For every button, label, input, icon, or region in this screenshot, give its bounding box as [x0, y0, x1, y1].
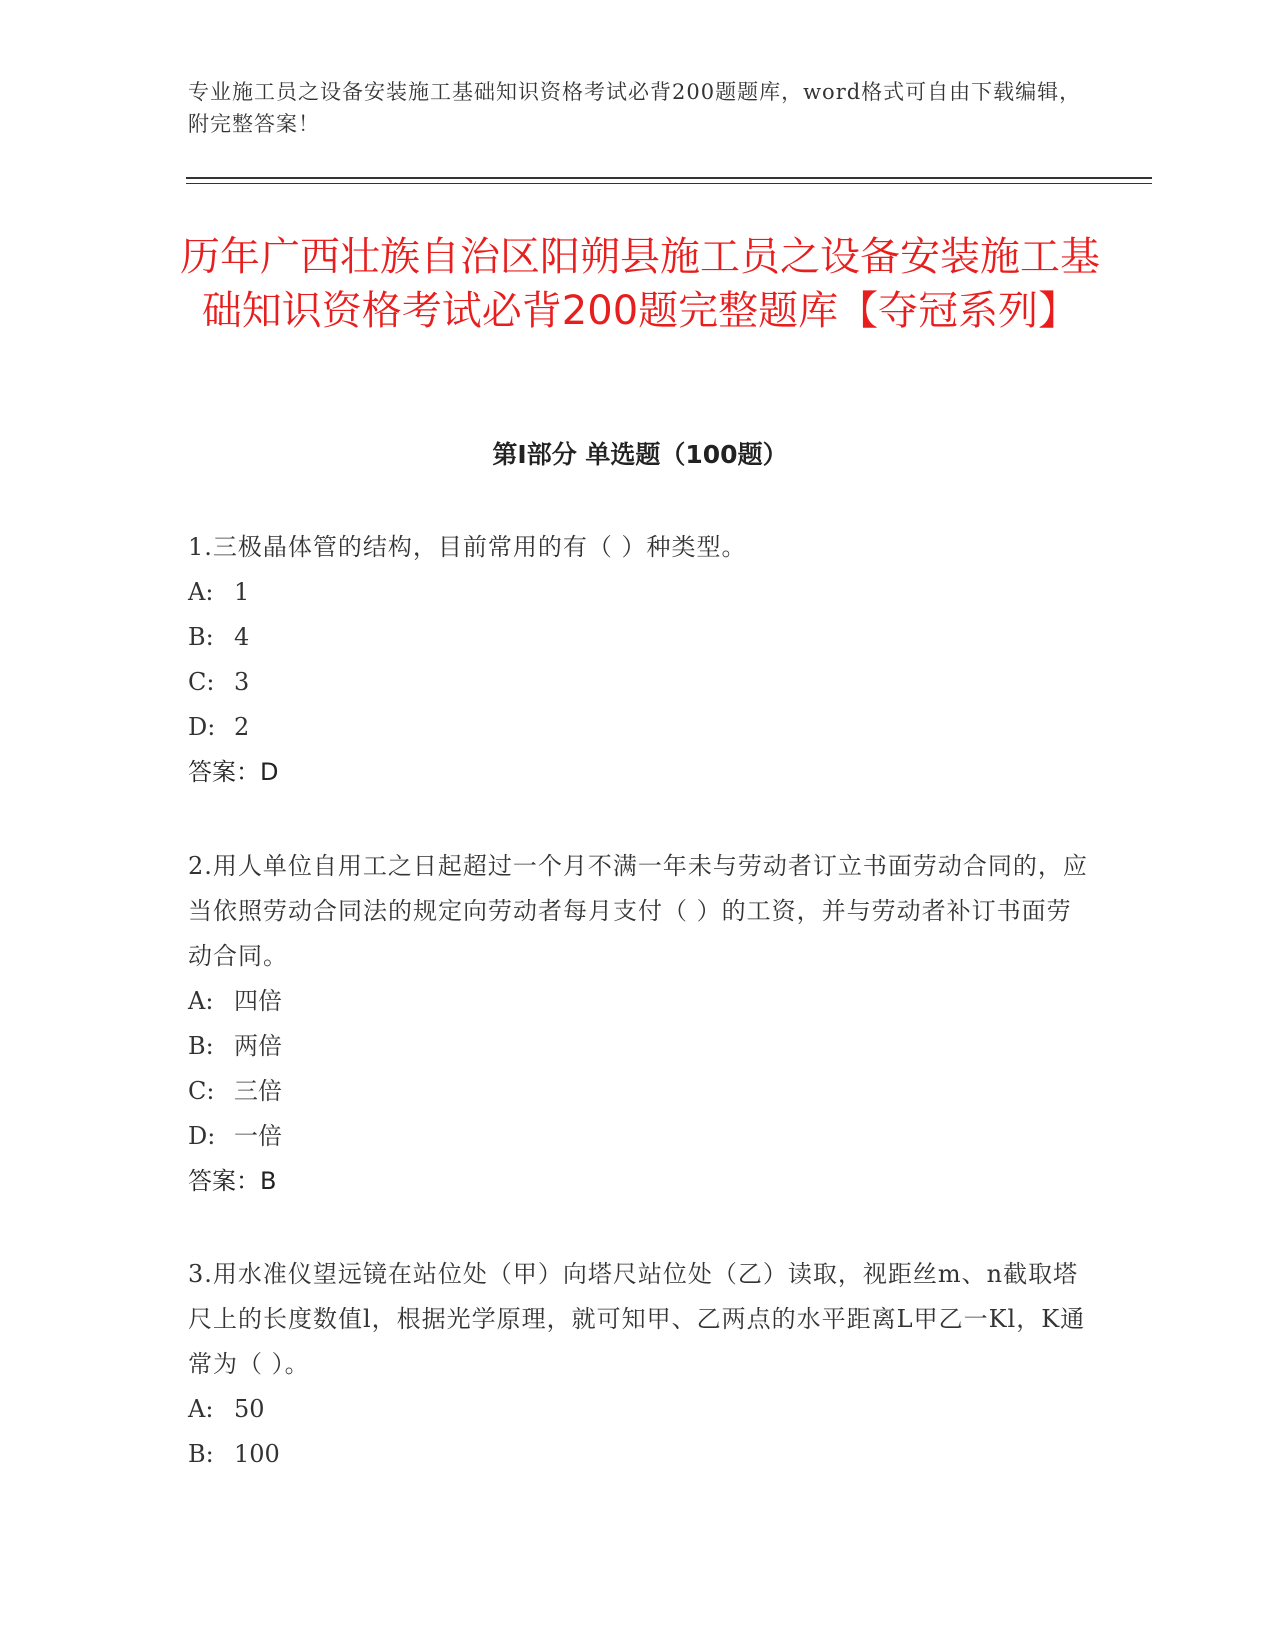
- option-text: 四倍: [234, 987, 282, 1015]
- option-text: 50: [234, 1395, 265, 1423]
- question-stem: 3.用水准仪望远镜在站位处（甲）向塔尺站位处（乙）读取，视距丝m、n截取塔尺上的长度数值l，根据光学原理，就可知甲、乙两点的水平距离L甲乙一Kl，K通常为（ ）。: [188, 1260, 1086, 1378]
- option-text: 100: [234, 1440, 280, 1468]
- option-letter: B:: [188, 623, 214, 651]
- option-b: [188, 1024, 1088, 1069]
- header-rule-thin: [186, 183, 1152, 184]
- option-c: [188, 660, 1088, 705]
- option-letter: B:: [188, 1032, 214, 1060]
- answer-line: 答案：D: [188, 758, 279, 786]
- answer-line: 答案：B: [188, 1167, 277, 1195]
- question-1: [188, 525, 1088, 795]
- question-stem: 1.三极晶体管的结构，目前常用的有（ ）种类型。: [188, 533, 747, 561]
- option-text: 2: [234, 713, 250, 741]
- option-c: [188, 1069, 1088, 1114]
- question-3: [188, 1252, 1088, 1477]
- option-letter: D:: [188, 713, 216, 741]
- option-letter: A:: [188, 987, 214, 1015]
- option-a: [188, 979, 1088, 1024]
- option-b: [188, 615, 1088, 660]
- option-letter: A:: [188, 578, 214, 606]
- option-d: [188, 705, 1088, 750]
- section-title: 第Ⅰ部分 单选题（100题）: [492, 440, 788, 469]
- question-stem: 2.用人单位自用工之日起超过一个月不满一年未与劳动者订立书面劳动合同的，应当依照劳动合同法的规定向劳动者每月支付（ ）的工资，并与劳动者补订书面劳动合同。: [188, 852, 1088, 970]
- option-a: [188, 570, 1088, 615]
- option-a: [188, 1387, 1088, 1432]
- option-letter: A:: [188, 1395, 214, 1423]
- option-text: 1: [234, 578, 250, 606]
- option-b: [188, 1432, 1088, 1477]
- option-d: [188, 1114, 1088, 1159]
- option-text: 两倍: [234, 1032, 282, 1060]
- header-rule-thick: [186, 177, 1152, 179]
- option-text: 4: [234, 623, 250, 651]
- option-letter: B:: [188, 1440, 214, 1468]
- option-letter: D:: [188, 1122, 216, 1150]
- document-title: 历年广西壮族自治区阳朔县施工员之设备安装施工基础知识资格考试必背200题完整题库【夺冠系列】: [180, 234, 1100, 334]
- option-text: 三倍: [234, 1077, 282, 1105]
- option-letter: C:: [188, 1077, 215, 1105]
- header-note: 专业施工员之设备安装施工基础知识资格考试必背200题题库，word格式可自由下载编辑，附完整答案！: [188, 80, 1082, 136]
- option-text: 3: [234, 668, 250, 696]
- question-2: [188, 844, 1088, 1204]
- option-letter: C:: [188, 668, 215, 696]
- option-text: 一倍: [234, 1122, 282, 1150]
